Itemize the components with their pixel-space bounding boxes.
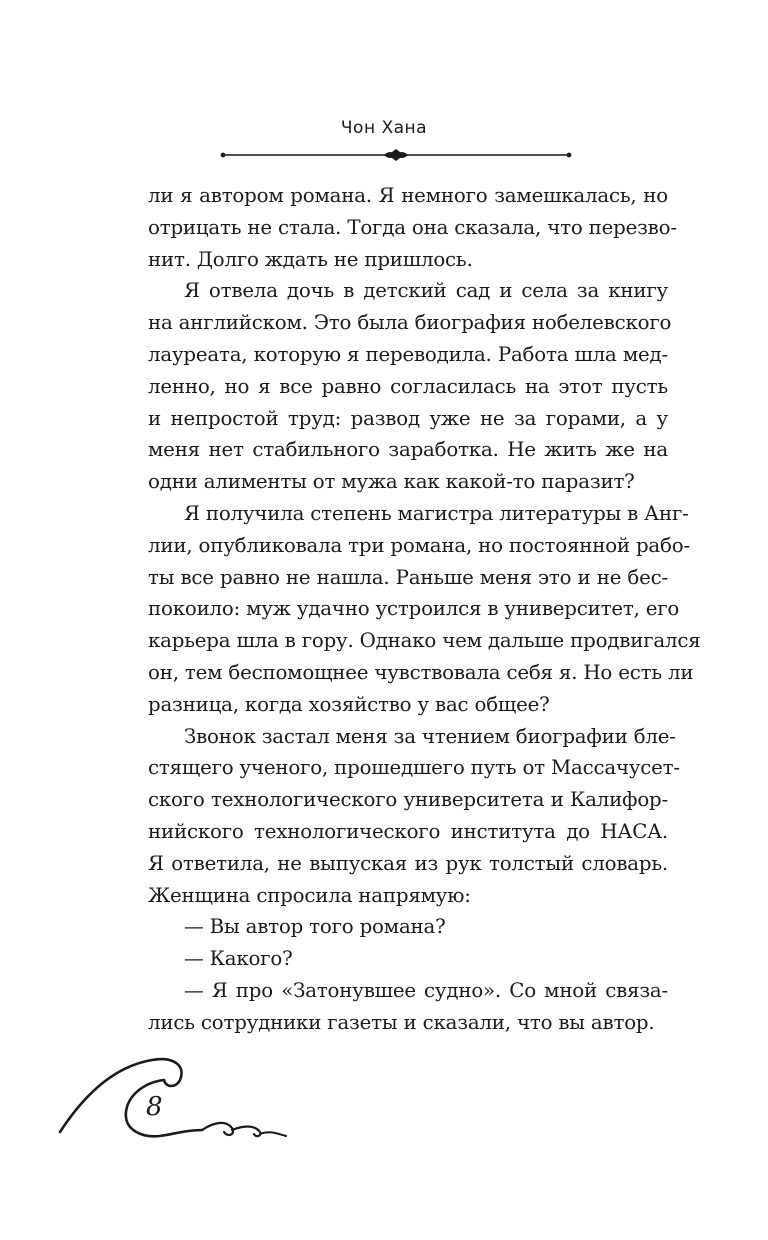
text-line: ского технологического университета и Калифор- <box>148 788 668 812</box>
text-line: стящего ученого, прошедшего путь от Массачусет- <box>148 756 680 780</box>
dialogue-line: — Какого? <box>184 947 293 971</box>
text-line: разница, когда хозяйство у вас общее? <box>148 692 550 716</box>
text-line: отрицать не стала. Тогда она сказала, что перезво- <box>148 215 677 239</box>
text-line: карьера шла в гору. Однако чем дальше продвигался <box>148 629 701 653</box>
text-line: покоило: муж удачно устроился в университет, его <box>148 597 680 621</box>
header-divider-ornament <box>218 146 574 164</box>
page-number: 8 <box>146 1092 163 1122</box>
wave-ornament-icon <box>56 1052 292 1144</box>
text-line: ленно, но я все равно согласилась на этот пусть <box>148 374 668 398</box>
header-title: Чон Хана <box>340 118 428 138</box>
text-line: ли я автором романа. Я немного замешкалась, но <box>148 184 668 207</box>
dialogue-line: — Я про «Затонувшее судно». Со мной связа- <box>184 978 668 1002</box>
text-line: нит. Долго ждать не пришлось. <box>148 247 473 271</box>
text-line: одни алименты от мужа как какой-то паразит? <box>148 470 635 494</box>
text-line: на английском. Это была биография нобелевского <box>148 311 672 335</box>
text-line: нийского технологического института до НАСА. <box>148 819 668 843</box>
text-line: меня нет стабильного заработка. Не жить же на <box>148 438 668 462</box>
text-line: Женщина спросила напрямую: <box>148 883 471 907</box>
text-line: Я получила степень магистра литературы в Анг- <box>184 501 689 525</box>
dialogue-line: — Вы автор того романа? <box>184 915 446 939</box>
text-line: лись сотрудники газеты и сказали, что вы автор. <box>148 1010 655 1034</box>
body-text <box>148 180 701 1039</box>
text-line: Звонок застал меня за чтением биографии бле- <box>184 724 676 748</box>
text-line: лауреата, которую я переводила. Работа шла мед- <box>148 342 668 366</box>
text-line: Я отвела дочь в детский сад и села за книгу <box>184 279 668 303</box>
text-line: и непростой труд: развод уже не за горами, а у <box>148 406 668 430</box>
text-line: ты все равно не нашла. Раньше меня это и не бес- <box>148 565 668 589</box>
text-line: Я ответила, не выпуская из рук толстый словарь. <box>148 851 668 875</box>
text-line: лии, опубликовала три романа, но постоянной рабо- <box>148 533 690 557</box>
text-line: он, тем беспомощнее чувствовала себя я. Но есть ли <box>148 660 694 684</box>
